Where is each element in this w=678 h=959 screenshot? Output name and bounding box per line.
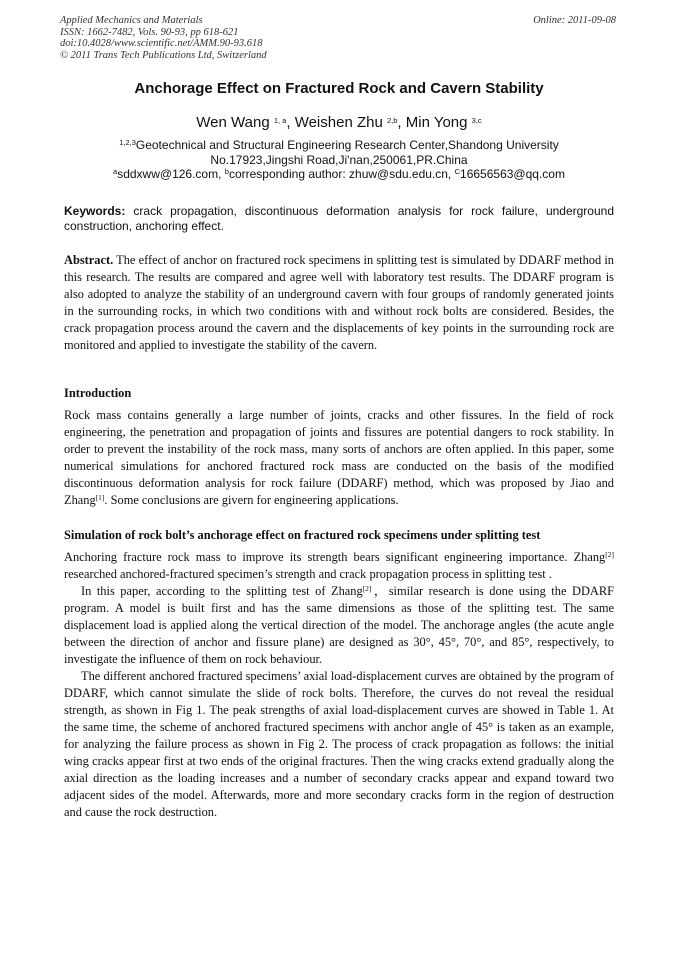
- abstract-text: The effect of anchor on fractured rock specimens in splitting test is simulated by DDARF method in this research. The results are compared and agree well with laboratory test results. The DDARF program is also adopted to analyze the stability of an underground cavern with four groups of randomly generated joints in the surrounding rocks, in which two conditions with and without rock bolts are considered. Besides, the crack propagation process around the cavern and the displacements of key points in the surrounding rock are monitored and applied to investigate the stability of the cavern.: [64, 253, 614, 352]
- author-affil-mark: 1, a: [273, 115, 287, 125]
- online-date: Online: 2011-09-08: [533, 15, 616, 26]
- keywords-text: crack propagation, discontinuous deformation analysis for rock failure, underground construction, anchoring effect.: [64, 204, 614, 233]
- email-a: sddxww@126.com,: [117, 167, 225, 181]
- author-list: Wen Wang $^{1, a}$, Weishen Zhu $^{2,b}$, Min Yong $^{3,c}$: [196, 114, 482, 131]
- paper-title: Anchorage Effect on Fractured Rock and Cavern Stability: [134, 80, 544, 97]
- paragraph-text: researched anchored-fractured specimen’s strength and crack propagation process in splitting test .: [64, 567, 552, 581]
- paragraph: [64, 583, 614, 668]
- issn-line: ISSN: 1662-7482, Vols. 90-93, pp 618-621: [60, 26, 239, 38]
- paragraph-text: . Some conclusions are givern for engineering applications.: [104, 493, 399, 507]
- citation: [2]: [362, 583, 372, 593]
- simulation-section: [64, 527, 614, 821]
- paragraph-text: Rock mass contains generally a large number of joints, cracks and other fissures. In the field of rock engineering, the penetration and propagation of joints and fissures are potential dangers to rock stability. In order to prevent the instability of the rock mass, many sorts of anchors are often applied. In this paper, some numerical simulations for anchored fractured rock mass are conducted on the basis of the modified discontinuous deformation analysis for rock failure (DDARF) method, which was proposed by Jiao and Zhang: [64, 408, 614, 507]
- paragraph-text: ，similar research is done using the DDARF program. A model is built first and has the same dimensions as those of the splitting test. The same displacement load is applied along the vertical direction of the model. The anchorage angles (the acute angle between the direction of anchor and fissure plane) are designed as 30°, 45°, 70°, and 85°, respectively, to investigate the influence of them on rock behaviour.: [64, 584, 614, 666]
- paragraph: [64, 407, 614, 509]
- citation: [2]: [605, 549, 614, 559]
- journal-name: Applied Mechanics and Materials: [60, 15, 203, 26]
- email-mark: a: [113, 166, 118, 176]
- email-mark: b: [224, 166, 229, 176]
- email-b: corresponding author: zhuw@sdu.edu.cn,: [228, 167, 455, 181]
- affiliation-institution: Geotechnical and Structural Engineering Research Center,Shandong University: [135, 138, 559, 152]
- journal-header: [60, 15, 616, 61]
- doi-line: doi:10.4028/www.scientific.net/AMM.90-93.618: [60, 38, 263, 49]
- section-heading: Introduction: [64, 386, 132, 400]
- paragraph-text: Anchoring fracture rock mass to improve its strength bears significant engineering importance. Zhang: [64, 550, 606, 564]
- email-line: [0, 167, 678, 182]
- citation: [1]: [95, 492, 105, 502]
- keywords: [64, 204, 614, 233]
- section-heading: Simulation of rock bolt’s anchorage effect on fractured rock specimens under splitting test: [64, 528, 541, 542]
- author-name: Wen Wang: [196, 114, 270, 131]
- author-name: Min Yong: [405, 114, 468, 131]
- affiliation-address: No.17923,Jingshi Road,Ji'nan,250061,PR.China: [210, 152, 468, 167]
- author-affil-mark: 3,c: [471, 115, 482, 125]
- copyright-line: © 2011 Trans Tech Publications Ltd, Switzerland: [60, 49, 267, 61]
- email-mark: C: [454, 166, 461, 176]
- paragraph-text: In this paper, according to the splitting test of Zhang: [81, 584, 363, 598]
- abstract: [64, 252, 614, 354]
- paragraph: The different anchored fractured specimens’ axial load-displacement curves are obtained by the program of DDARF, which cannot simulate the slide of rock bolts. Therefore, the curves do not reveal the residual strength, as shown in Fig 1. The peak strengths of axial load-displacement curves are showed in Table 1. At the same time, the scheme of anchored fractured specimens with anchor angle of 45° is taken as an example, for analyzing the failure process as shown in Fig 2. The process of crack propagation as follows: the initial wing cracks appear first at two ends of the original fractures. Then the wing cracks extend gradually along the axial direction as the loading increases and a number of secondary cracks appear and expand toward two adjacent sides of the model. Afterwards, more and more secondary cracks form in the region of destruction and cause the rock destruction.: [64, 669, 614, 819]
- paragraph: [64, 549, 614, 583]
- abstract-label: Abstract.: [64, 253, 114, 267]
- affil-mark: 1,2,3: [119, 137, 136, 147]
- affiliation-block: [0, 138, 678, 182]
- keywords-label: Keywords:: [64, 204, 126, 218]
- affiliation-line: [0, 138, 678, 153]
- author-affil-mark: 2,b: [386, 115, 398, 125]
- author-name: Weishen Zhu: [294, 114, 383, 131]
- email-c: 16656563@qq.com: [460, 167, 565, 181]
- introduction-section: [64, 385, 614, 509]
